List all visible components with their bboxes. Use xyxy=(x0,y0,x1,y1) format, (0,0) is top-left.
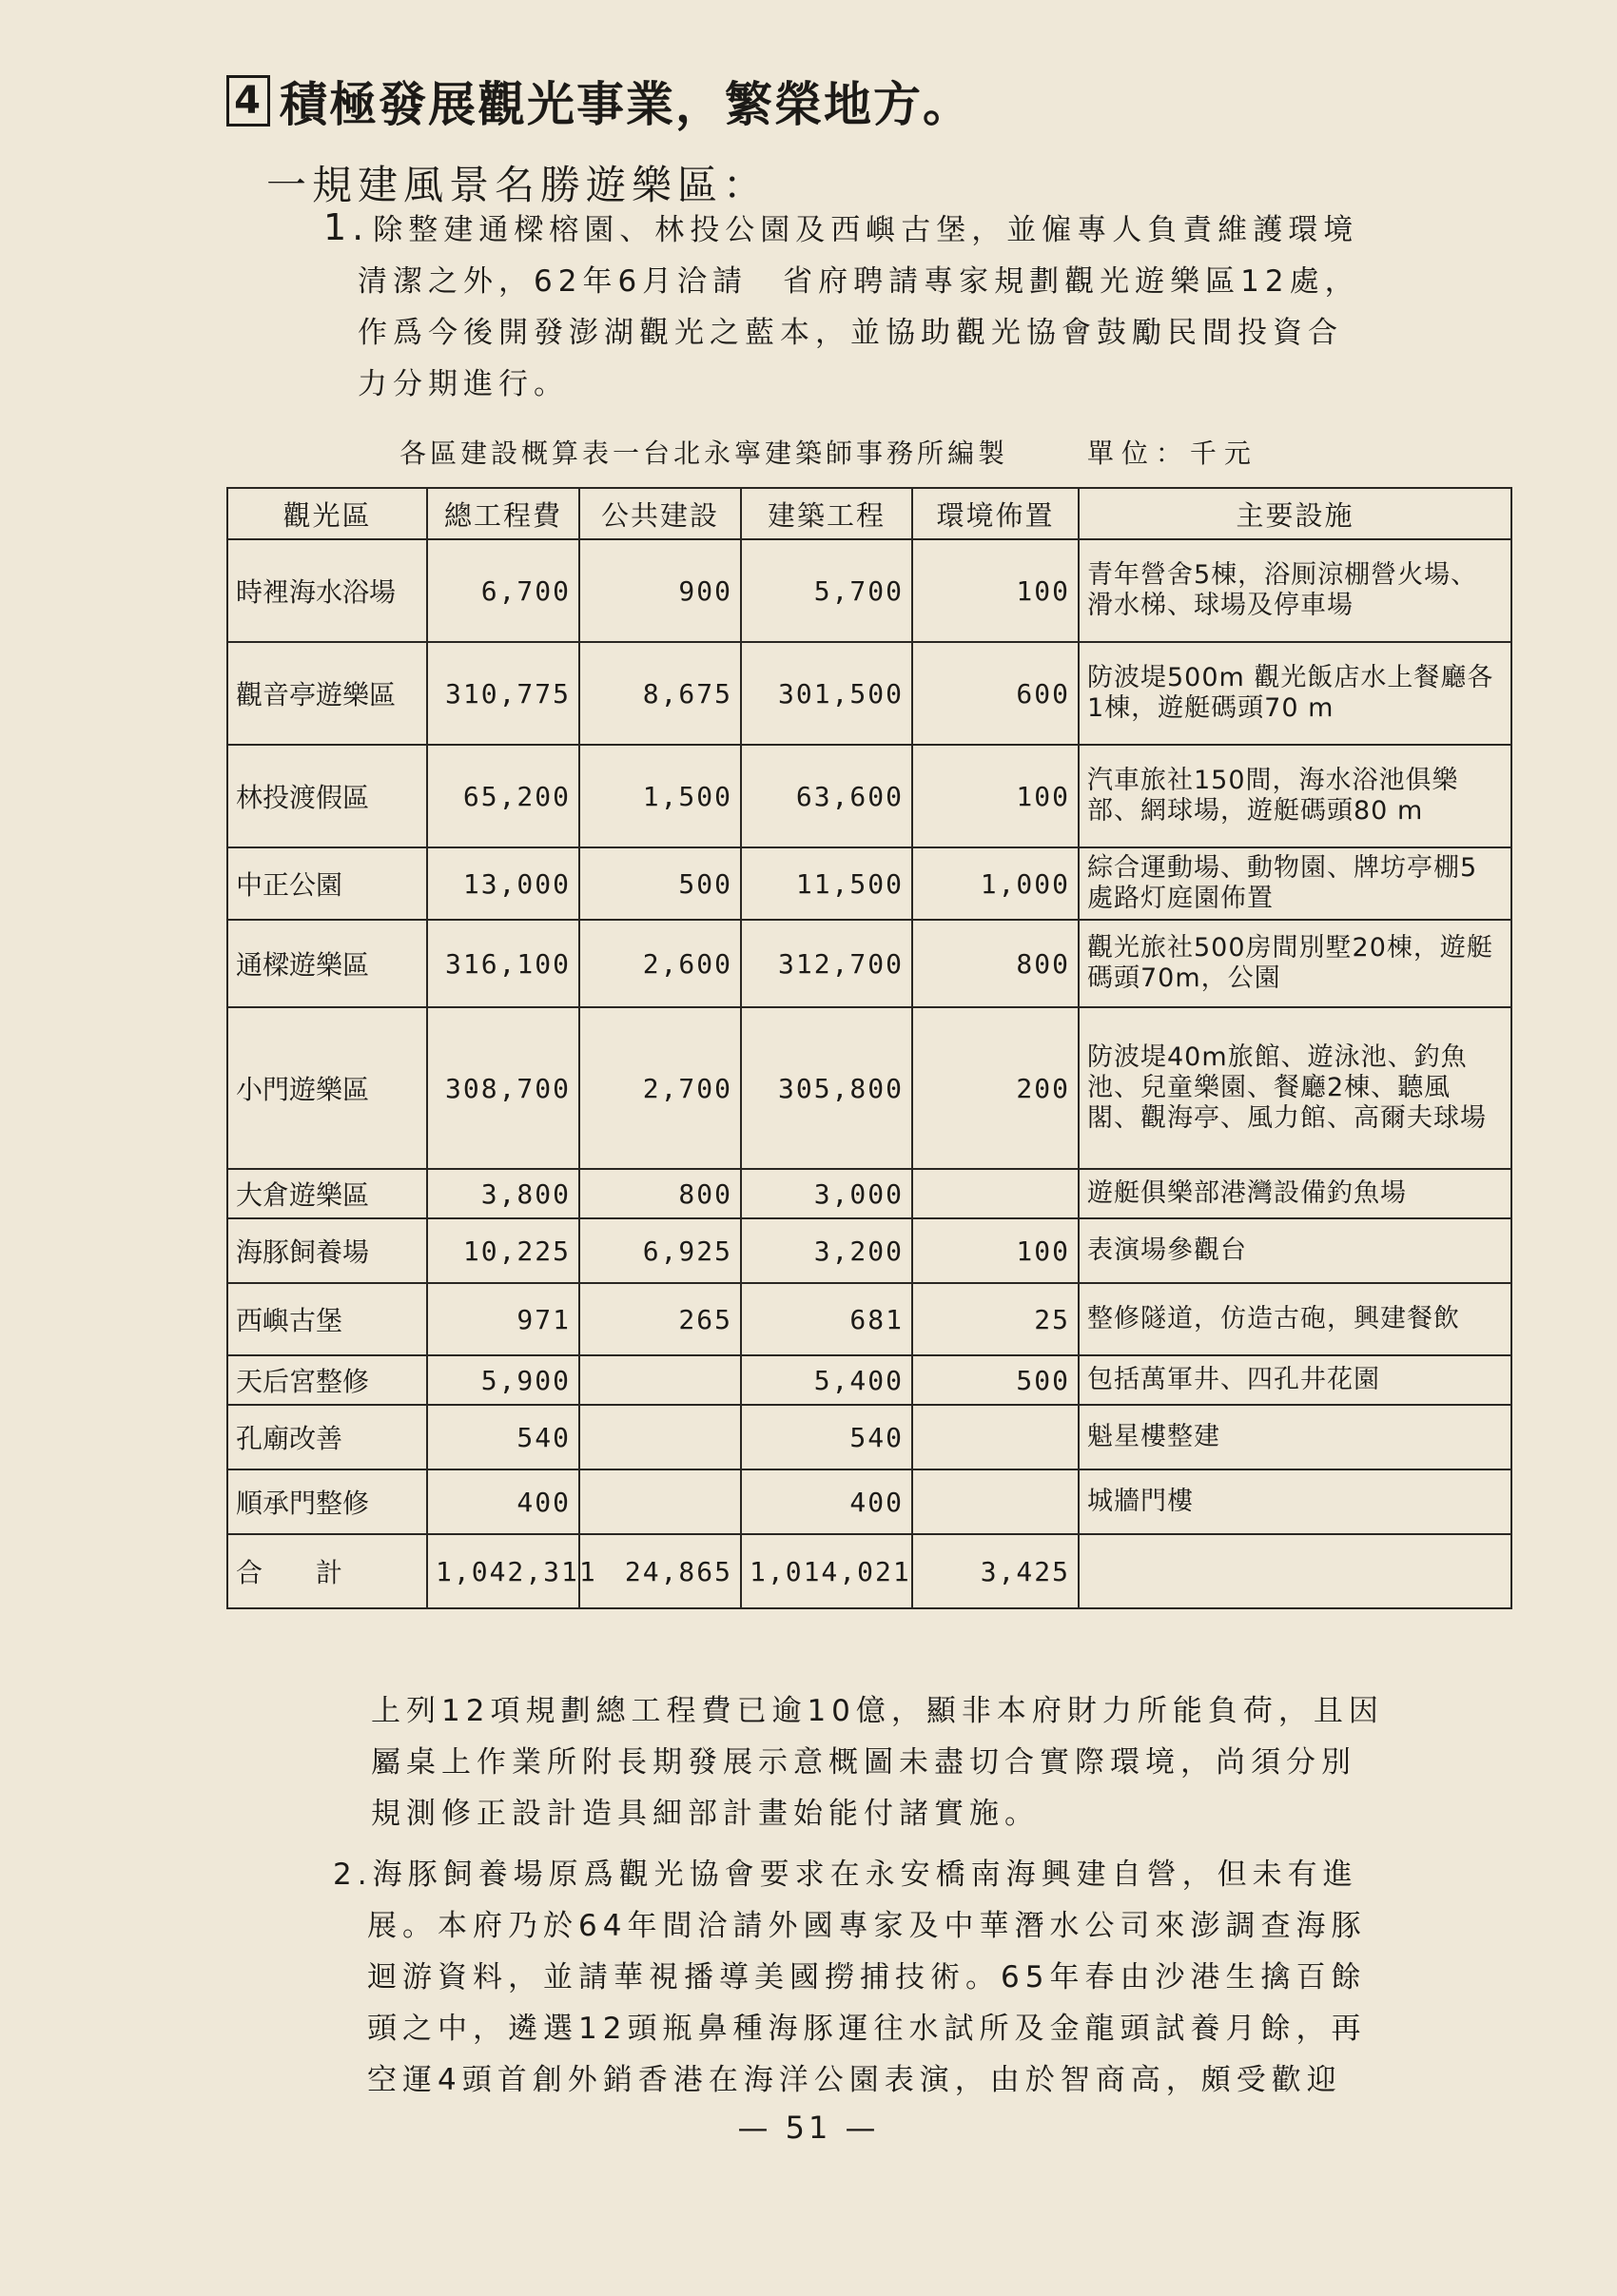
paragraph-line: 力分期進行。 xyxy=(358,367,569,401)
table-header-row xyxy=(227,488,1511,539)
table-caption-title: 各區建設概算表一台北永寧建築師事務所編製 xyxy=(399,438,1009,469)
column-header: 建築工程 xyxy=(741,488,912,539)
amount-cell: 10,225 xyxy=(427,1218,579,1283)
paragraph-number: 2. xyxy=(333,1858,373,1892)
amount-cell xyxy=(912,1405,1079,1469)
amount-cell: 3,800 xyxy=(427,1169,579,1218)
facilities-cell: 防波堤500m 觀光飯店水上餐廳各1棟，遊艇碼頭70 m xyxy=(1079,642,1511,745)
facilities-cell: 包括萬軍井、四孔井花園 xyxy=(1079,1355,1511,1405)
amount-cell: 316,100 xyxy=(427,920,579,1007)
amount-cell: 301,500 xyxy=(741,642,912,745)
area-name-cell: 中正公園 xyxy=(227,847,427,920)
amount-cell: 3,000 xyxy=(741,1169,912,1218)
table-row xyxy=(227,1355,1511,1405)
amount-cell: 265 xyxy=(579,1283,741,1355)
area-name-cell: 大倉遊樂區 xyxy=(227,1169,427,1218)
area-name-cell: 順承門整修 xyxy=(227,1469,427,1534)
amount-cell: 5,400 xyxy=(741,1355,912,1405)
facilities-cell: 汽車旅社150間，海水浴池俱樂部、網球場，遊艇碼頭80 m xyxy=(1079,745,1511,847)
amount-cell: 6,925 xyxy=(579,1218,741,1283)
total-row xyxy=(227,1534,1511,1608)
amount-cell: 900 xyxy=(579,539,741,642)
paragraph-line: 空運4頭首創外銷香港在海洋公園表演，由於智商高，頗受歡迎 xyxy=(367,2063,1342,2097)
paragraph-line: 頭之中，遴選12頭瓶鼻種海豚運往水試所及金龍頭試養月餘，再 xyxy=(367,2012,1367,2046)
table-caption xyxy=(399,433,1258,471)
facilities-cell: 表演場參觀台 xyxy=(1079,1218,1511,1283)
amount-cell xyxy=(579,1355,741,1405)
section-title: 積極發展觀光事業，繁榮地方。 xyxy=(280,77,972,132)
amount-cell: 681 xyxy=(741,1283,912,1355)
amount-cell: 400 xyxy=(427,1469,579,1534)
paragraph-line: 規測修正設計造具細部計畫始能付諸實施。 xyxy=(371,1797,1040,1831)
amount-cell: 100 xyxy=(912,539,1079,642)
table-caption-unit: 單位：千元 xyxy=(1086,438,1258,469)
amount-cell: 500 xyxy=(579,847,741,920)
amount-cell: 308,700 xyxy=(427,1007,579,1169)
column-header: 環境佈置 xyxy=(912,488,1079,539)
amount-cell: 1,000 xyxy=(912,847,1079,920)
amount-cell: 310,775 xyxy=(427,642,579,745)
amount-cell: 1,500 xyxy=(579,745,741,847)
amount-cell: 971 xyxy=(427,1283,579,1355)
paragraph-2 xyxy=(371,1685,1493,1839)
amount-cell: 2,700 xyxy=(579,1007,741,1169)
amount-cell: 25 xyxy=(912,1283,1079,1355)
amount-cell: 6,700 xyxy=(427,539,579,642)
table-row xyxy=(227,745,1511,847)
column-header: 總工程費 xyxy=(427,488,579,539)
amount-cell: 400 xyxy=(741,1469,912,1534)
amount-cell: 305,800 xyxy=(741,1007,912,1169)
amount-cell: 5,900 xyxy=(427,1355,579,1405)
paragraph-line: 屬桌上作業所附長期發展示意概圖未盡切合實際環境，尚須分別 xyxy=(371,1745,1356,1780)
amount-cell: 800 xyxy=(912,920,1079,1007)
amount-cell: 800 xyxy=(579,1169,741,1218)
amount-cell: 540 xyxy=(741,1405,912,1469)
amount-cell: 24,865 xyxy=(579,1534,741,1608)
area-name-cell: 天后宮整修 xyxy=(227,1355,427,1405)
table-row xyxy=(227,1007,1511,1169)
paragraph-number: 1. xyxy=(323,206,370,248)
facilities-cell: 整修隧道，仿造古砲，興建餐飲 xyxy=(1079,1283,1511,1355)
table-row xyxy=(227,847,1511,920)
facilities-cell: 青年營舍5棟，浴厠涼棚營火場、滑水梯、球場及停車場 xyxy=(1079,539,1511,642)
amount-cell: 1,014,021 xyxy=(741,1534,912,1608)
amount-cell xyxy=(912,1169,1079,1218)
area-name-cell: 海豚飼養場 xyxy=(227,1218,427,1283)
amount-cell: 3,200 xyxy=(741,1218,912,1283)
amount-cell: 8,675 xyxy=(579,642,741,745)
amount-cell: 600 xyxy=(912,642,1079,745)
amount-cell: 100 xyxy=(912,1218,1079,1283)
area-name-cell: 觀音亭遊樂區 xyxy=(227,642,427,745)
amount-cell: 200 xyxy=(912,1007,1079,1169)
paragraph-line: 作爲今後開發澎湖觀光之藍本，並協助觀光協會鼓勵民間投資合 xyxy=(358,316,1343,350)
subheading: 一規建風景名勝遊樂區： xyxy=(266,162,770,208)
amount-cell: 65,200 xyxy=(427,745,579,847)
facilities-cell: 綜合運動場、動物園、牌坊亭棚5處路灯庭園佈置 xyxy=(1079,847,1511,920)
table-body xyxy=(227,539,1511,1608)
table-row xyxy=(227,539,1511,642)
paragraph-line: 除整建通樑榕園、林投公園及西嶼古堡，並僱專人負責維護環境 xyxy=(373,213,1359,247)
paragraph-line: 海豚飼養場原爲觀光協會要求在永安橋南海興建自營，但未有進 xyxy=(372,1858,1358,1892)
area-name-cell: 時裡海水浴場 xyxy=(227,539,427,642)
section-heading xyxy=(226,67,972,135)
area-name-cell: 林投渡假區 xyxy=(227,745,427,847)
amount-cell: 1,042,311 xyxy=(427,1534,579,1608)
amount-cell: 100 xyxy=(912,745,1079,847)
column-header: 觀光區 xyxy=(227,488,427,539)
section-number: 4 xyxy=(226,75,270,126)
amount-cell xyxy=(912,1469,1079,1534)
facilities-cell: 遊艇俱樂部港灣設備釣魚場 xyxy=(1079,1169,1511,1218)
area-name-cell: 小門遊樂區 xyxy=(227,1007,427,1169)
paragraph-1 xyxy=(323,202,1465,410)
column-header: 主要設施 xyxy=(1079,488,1511,539)
amount-cell: 3,425 xyxy=(912,1534,1079,1608)
amount-cell: 5,700 xyxy=(741,539,912,642)
amount-cell: 11,500 xyxy=(741,847,912,920)
facilities-cell xyxy=(1079,1534,1511,1608)
facilities-cell: 城牆門樓 xyxy=(1079,1469,1511,1534)
area-name-cell: 西嶼古堡 xyxy=(227,1283,427,1355)
amount-cell: 63,600 xyxy=(741,745,912,847)
paragraph-line: 迴游資料，並請華視播導美國撈捕技術。65年春由沙港生擒百餘 xyxy=(367,1960,1367,1994)
amount-cell xyxy=(579,1405,741,1469)
column-header: 公共建設 xyxy=(579,488,741,539)
amount-cell: 13,000 xyxy=(427,847,579,920)
table-row xyxy=(227,1218,1511,1283)
paragraph-line: 展。本府乃於64年間洽請外國專家及中華潛水公司來澎調查海豚 xyxy=(367,1909,1367,1943)
amount-cell: 312,700 xyxy=(741,920,912,1007)
table-row xyxy=(227,1169,1511,1218)
table-row xyxy=(227,1469,1511,1534)
table-row xyxy=(227,642,1511,745)
facilities-cell: 魁星樓整建 xyxy=(1079,1405,1511,1469)
area-name-cell: 合 計 xyxy=(227,1534,427,1608)
area-name-cell: 孔廟改善 xyxy=(227,1405,427,1469)
table-row xyxy=(227,920,1511,1007)
amount-cell: 2,600 xyxy=(579,920,741,1007)
cost-estimate-table xyxy=(226,487,1512,1609)
amount-cell: 500 xyxy=(912,1355,1079,1405)
amount-cell xyxy=(579,1469,741,1534)
paragraph-line: 清潔之外，62年6月洽請 省府聘請專家規劃觀光遊樂區12處， xyxy=(358,264,1360,299)
paragraph-3 xyxy=(333,1849,1493,2106)
facilities-cell: 觀光旅社500房間別墅20棟，遊艇碼頭70m，公園 xyxy=(1079,920,1511,1007)
area-name-cell: 通樑遊樂區 xyxy=(227,920,427,1007)
table-row xyxy=(227,1283,1511,1355)
page-number: — 51 — xyxy=(737,2110,880,2146)
amount-cell: 540 xyxy=(427,1405,579,1469)
facilities-cell: 防波堤40m旅館、遊泳池、釣魚池、兒童樂園、餐廳2棟、聽風閣、觀海亭、風力館、高爾夫球場 xyxy=(1079,1007,1511,1169)
paragraph-line: 上列12項規劃總工程費已逾10億，顯非本府財力所能負荷，且因 xyxy=(371,1694,1384,1728)
table-row xyxy=(227,1405,1511,1469)
